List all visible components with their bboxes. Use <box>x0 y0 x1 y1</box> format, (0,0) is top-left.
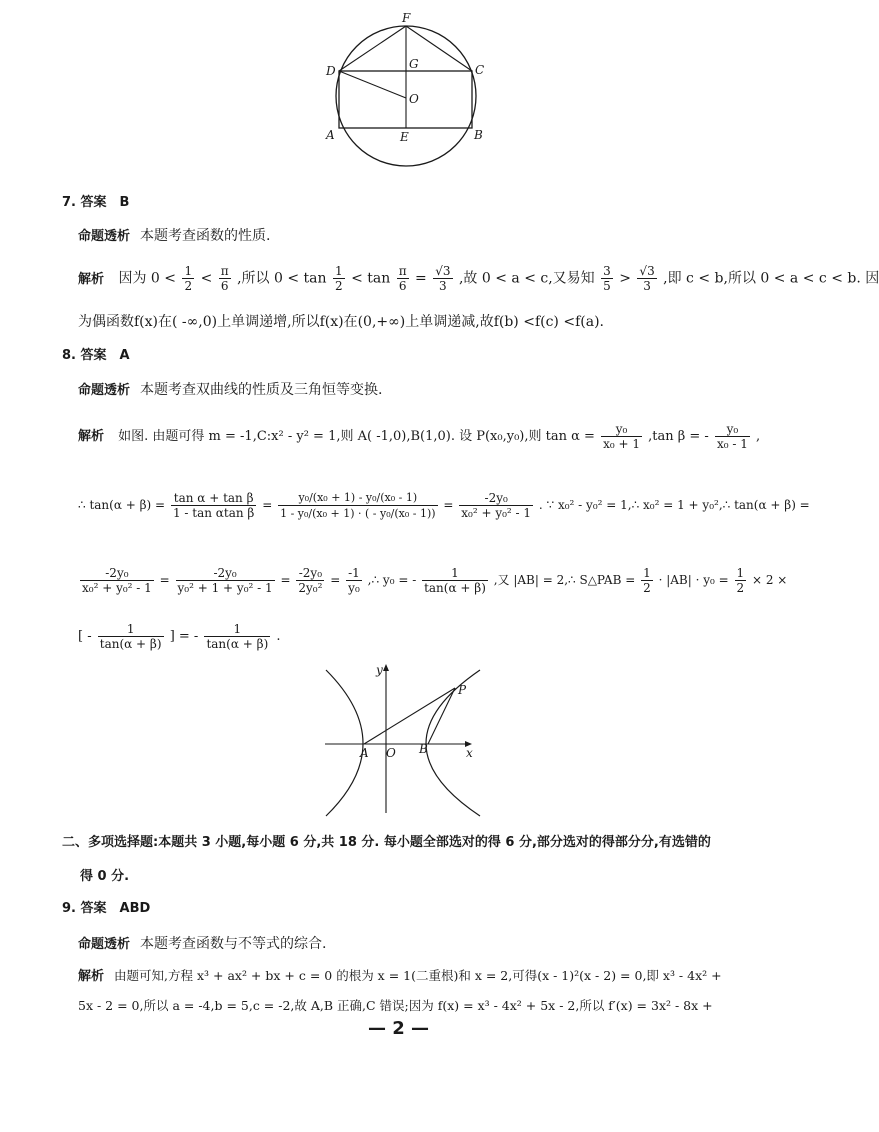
label-a: A <box>326 128 335 142</box>
q8-answer-heading: 8. 答案 A <box>62 348 130 363</box>
page-number: — 2 — <box>368 1018 430 1039</box>
label-o: O <box>409 92 419 106</box>
label-p: P <box>458 683 467 697</box>
q7-answer-heading: 7. 答案 B <box>62 195 130 210</box>
q7-analysis-line-2: 为偶函数f(x)在( -∞,0)上单调递增,所以f(x)在(0,+∞)上单调递减,故f(b) <f(c) <f(a). <box>78 314 604 330</box>
circle-rectangle-figure <box>318 8 498 188</box>
y-axis-arrow <box>383 664 389 671</box>
q9-analysis-line-2: 5x - 2 = 0,所以 a = -4,b = 5,c = -2,故 A,B 正确,C 错误;因为 f(x) = x³ - 4x² + 5x - 2,所以 f′(x) = 3x² - 8x + <box>78 998 713 1013</box>
section-2-heading-cont: 得 0 分. <box>80 869 130 884</box>
q9-topic: 命题透析 本题考查函数与不等式的综合. <box>78 936 327 952</box>
section-2-heading: 二、多项选择题:本题共 3 小题,每小题 6 分,共 18 分. 每小题全部选对的得 6 分,部分选对的得部分分,有选错的 <box>62 835 711 850</box>
q8-analysis-line-3: $\frac{\text{-2y₀}}{\text{x₀² + y₀² - 1}}$ = $\frac{\text{-2y₀}}{\text{y₀² + 1 + y₀² - 1}}$ = $\frac{\text{-2y₀}}{\text{2y₀²}}$ = $\frac{-1}{\text{y₀}}$ ,∴ y₀ = - $\frac{1}{\tan(\alpha + \beta)}$ ,又 |AB| = 2,∴ S△PAB = $\frac{1}{2}$ · |AB| · y₀ = $\frac{1}{2}$ × 2 × <box>82 566 788 595</box>
label-g: G <box>409 57 419 71</box>
label-y: y <box>376 663 383 677</box>
label-a: A <box>360 746 369 760</box>
q9-answer-heading: 9. 答案 ABD <box>62 901 151 916</box>
q9-analysis-line-1: 解析 由题可知,方程 x³ + ax² + bx + c = 0 的根为 x = 1(二重根)和 x = 2,可得(x - 1)²(x - 2) = 0,即 x³ - 4x² + <box>78 968 722 984</box>
label-b: B <box>419 742 428 756</box>
q8-analysis-line-1: 解析 如图. 由题可得 m = -1,C:x² - y² = 1,则 A( -1,0),B(1,0). 设 P(x₀,y₀),则 tan α = $\frac{\text{y₀}}{\text{x₀ + 1}}$ ,tan β = - $\frac{\text{y₀}}{\text{x₀ - 1}}$ , <box>78 422 761 451</box>
q8-analysis-line-2: ∴ tan(α + β) = $\frac{\text{tan α + tan β}}{\text{1 - tan αtan β}}$ = $\frac{\text{y₀/(x₀ + 1) - y₀/(x₀ - 1)}}{\text{1 - y₀/(x₀ + 1) · ( - y₀/(x₀ - 1))}}$ = $\frac{\text{-2y₀}}{\text{x₀² + y₀² - 1}}$ . ∵ x₀² - y₀² = 1,∴ x₀² = 1 + y₀²,∴ tan(α + β) = <box>78 491 810 520</box>
hyperbola-figure <box>320 658 480 816</box>
label-f: F <box>402 11 411 25</box>
label-b: B <box>474 128 483 142</box>
label-c: C <box>475 63 485 77</box>
label-e: E <box>400 130 409 144</box>
label-d: D <box>326 64 336 78</box>
label-o: O <box>386 746 396 760</box>
segment-df <box>339 26 406 71</box>
q7-analysis-line-1: 解析 因为 0 < $\frac{1}{2}$ < $\frac{\pi}{6}$ ,所以 0 < tan $\frac{1}{2}$ < tan $\frac{\pi}{6}$ = $\frac{√3}{3}$ ,故 0 < a < c,又易知 $\frac{3}{5}$ > $\frac{√3}{3}$ ,即 c < b,所以 0 < a < c < b. 因 <box>78 264 879 293</box>
hyperbola-left-branch <box>326 670 363 816</box>
segment-do <box>339 71 406 98</box>
label-x: x <box>466 746 473 760</box>
q8-analysis-line-4: [ - $\frac{1}{\tan(\alpha + \beta)}$ ] = - $\frac{1}{\tan(\alpha + \beta)}$ . <box>78 622 281 651</box>
q7-topic: 命题透析 本题考查函数的性质. <box>78 228 271 244</box>
q8-topic: 命题透析 本题考查双曲线的性质及三角恒等变换. <box>78 382 383 398</box>
